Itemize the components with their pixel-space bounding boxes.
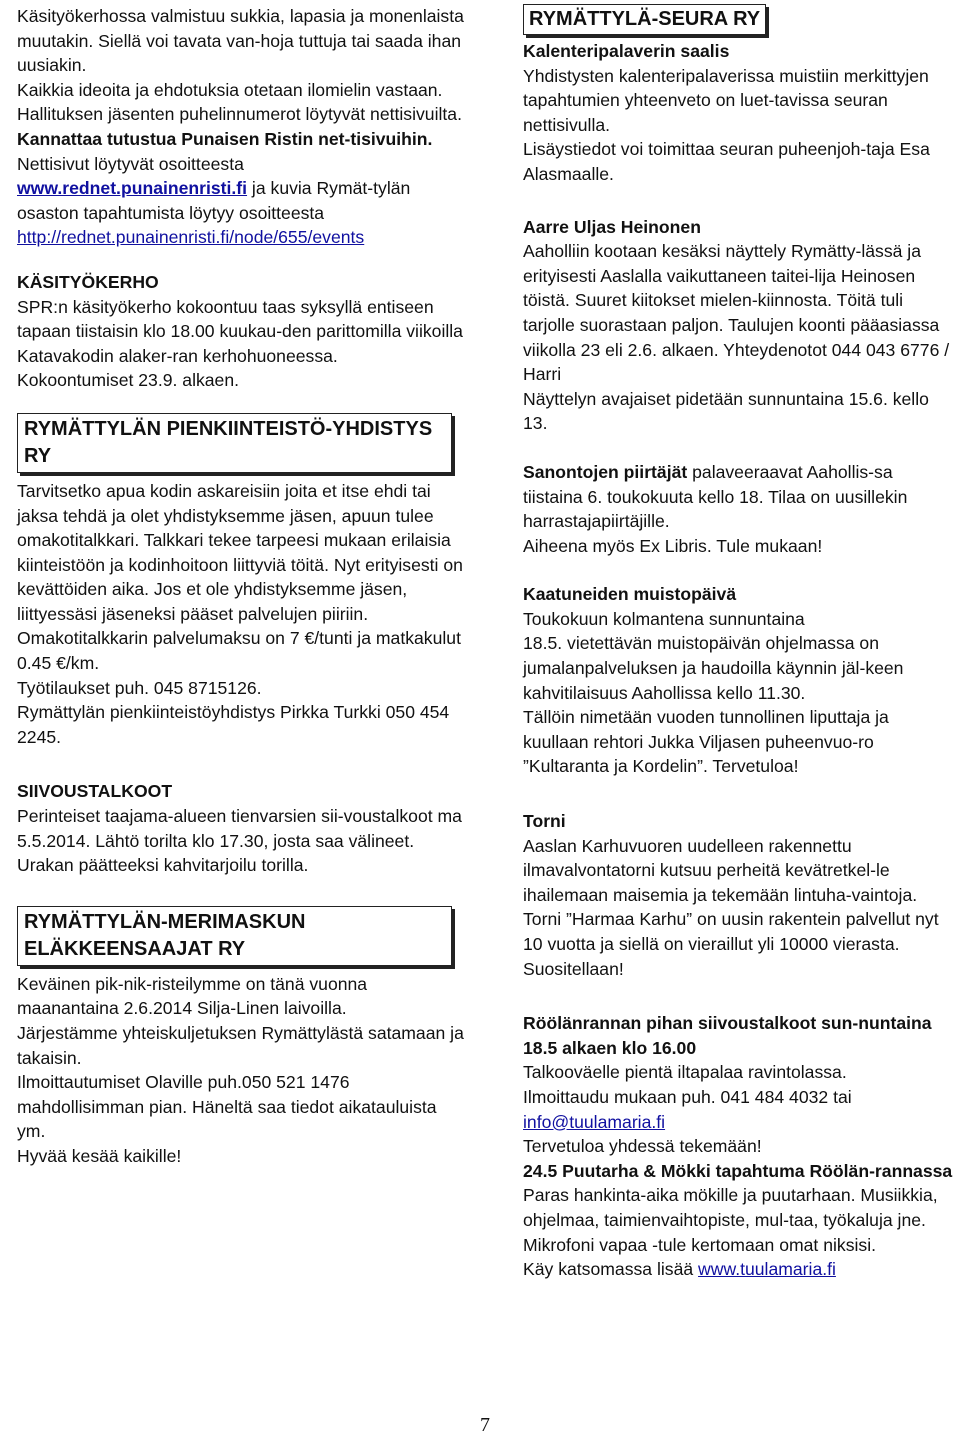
siivoustalkoot-body: Perinteiset taajama-alueen tienvarsien sii-voustalkoot ma 5.5.2014. Lähtö torilta klo 17.30, josta saa välineet. Urakan päätteeksi kahvitarjoilu torilla. (17, 806, 462, 876)
sanontojen-body (523, 460, 955, 534)
merimaskun-section (17, 906, 465, 1169)
kasityokerho-body2: Kokoontumiset 23.9. alkaen. (17, 370, 240, 391)
heinonen-title: Aarre Uljas Heinonen (523, 216, 701, 237)
seura-title: RYMÄTTYLÄ-SEURA RY (523, 4, 766, 35)
pienkiinteisto-body: Tarvitsetko apua kodin askareisiin joita et itse ehdi tai jaksa tehdä ja olet yhdistyksemme jäsen, apuun tulee omakotitalkkari. Talkkari tekee tarpeesi mukaan erilaisia kiinteistöön ja kodinhoitoon liittyviä töitä. Nyt erityisesti on kevättöiden aika. Jos et ole yhdistyksemme jäsen, liittyessäsi jäseneksi pääset palvelujen piiriin. Omakotitalkkarin palvelumaksu on 7 €/tunti ja matkakulut 0.45 €/km. (17, 480, 463, 674)
page-number: 7 (480, 1414, 490, 1436)
merimaskun-body3: Ilmoittautumiset Olaville puh.050 521 1476 mahdollisimman pian. Häneltä saa tiedot aikatauluista ym. (17, 1072, 437, 1142)
sanontojen-body2: Aiheena myös Ex Libris. Tule mukaan! (523, 535, 823, 556)
seura-section (523, 4, 955, 187)
heinonen-body: Aaholliin kootaan kesäksi näyttely Rymätty-lässä ja erityisesti Aaslalla vaikuttaneen taitei-lija Heinosen töistä. Suuret kiitokset mielen-kiinnosta. Töitä tuli tarjolle suorastaan paljon. Taulujen koonti pääasiassa viikolla 23 eli 2.6. alkaen. Yhteydenotot 044 043 6776 / Harri (523, 241, 950, 385)
tuulamaria-link[interactable]: www.tuulamaria.fi (698, 1259, 836, 1280)
puutarha-body2: Mikrofoni vapaa -tule kertomaan omat niksisi. (523, 1234, 877, 1255)
roolanranta-body2: Ilmoittaudu mukaan puh. 041 484 4032 tai (523, 1086, 852, 1107)
puutarha-title: 24.5 Puutarha & Mökki tapahtuma Röölän-rannassa (523, 1160, 953, 1181)
torni-section (523, 809, 955, 981)
intro-p2: Kaikkia ideoita ja ehdotuksia otetaan ilomielin vastaan. (17, 79, 443, 100)
intro-p1: Käsityökerhossa valmistuu sukkia, lapasia ja monenlaista muutakin. Siellä voi tavata van-hoja tuttuja tai saada ihan uusiakin. (17, 6, 464, 76)
kasityokerho-title: KÄSITYÖKERHO (17, 271, 159, 292)
rednet-link[interactable]: www.rednet.punainenristi.fi (17, 178, 248, 199)
roolanranta-body3: Tervetuloa yhdessä tekemään! (523, 1136, 762, 1157)
seura-body: Yhdistysten kalenteripalaverissa muistiin merkittyjen tapahtumien yhteenveto on luet-tavissa seuran nettisivulla. (523, 65, 929, 135)
heinonen-body2: Näyttelyn avajaiset pidetään sunnuntaina 15.6. kello 13. (523, 388, 929, 434)
puutarha-body: Paras hankinta-aika mökille ja puutarhaan. Musiikkia, ohjelmaa, taimienvaihtopiste, mul-taa, työkaluja jne. (523, 1185, 938, 1230)
pienkiinteisto-section (17, 413, 465, 750)
merimaskun-body2: Järjestämme yhteiskuljetuksen Rymättylästä satamaan ja takaisin. (17, 1023, 464, 1068)
merimaskun-body: Keväinen pik-nik-risteilymme on tänä vuonna maanantaina 2.6.2014 Silja-Linen laivoilla. (17, 973, 368, 1019)
kaatuneiden-body2: 18.5. vietettävän muistopäivän ohjelmassa on jumalanpalveluksen ja haudoilla käynnin jäl-keen kahvitilaisuus Aahollissa kello 11.30. (523, 633, 904, 703)
seura-body2: Lisäystiedot voi toimittaa seuran puheenjoh-taja Esa Alasmaalle. (523, 139, 930, 184)
siivoustalkoot-section (17, 779, 465, 877)
sanontojen-title: Sanontojen piirtäjät (523, 461, 688, 482)
siivoustalkoot-title: SIIVOUSTALKOOT (17, 781, 173, 802)
kaatuneiden-title: Kaatuneiden muistopäivä (523, 584, 737, 605)
pienkiinteisto-body2: Työtilaukset puh. 045 8715126. (17, 677, 262, 698)
puutarha-body3 (523, 1257, 955, 1282)
intro-p4: Kannattaa tutustua Punaisen Ristin net-tisivuihin. (17, 128, 433, 149)
kaatuneiden-section (523, 582, 955, 779)
left-column (17, 4, 465, 1169)
intro-p3: Hallituksen jäsenten puhelinnumerot löytyvät nettisivuilta. (17, 104, 462, 125)
sanontojen-text: palaveeraavat Aahollis-sa tiistaina 6. toukokuuta kello 18. Tilaa on uusillekin harrastajapiirtäjille. (523, 461, 908, 532)
roolanranta-body: Talkooväelle pientä iltapalaa ravintolassa. (523, 1062, 847, 1083)
heinonen-section (523, 215, 955, 436)
kaatuneiden-body: Toukokuun kolmantena sunnuntaina (523, 608, 805, 629)
right-column (523, 4, 955, 1282)
pienkiinteisto-title: RYMÄTTYLÄN PIENKIINTEISTÖ-YHDISTYS RY (17, 413, 452, 473)
seura-subtitle: Kalenteripalaverin saalis (523, 41, 730, 61)
intro-p5-links (17, 176, 465, 225)
email-link[interactable]: info@tuulamaria.fi (523, 1111, 666, 1132)
kasityokerho-section (17, 270, 465, 393)
intro-section (17, 4, 465, 250)
kaatuneiden-body3: Tällöin nimetään vuoden tunnollinen liputtaja ja kuullaan rehtori Jukka Viljasen puheenvuo-ro ”Kultaranta ja Kordelin”. Tervetuloa! (523, 707, 889, 777)
puutarha-body3-pre: Käy katsomassa lisää (523, 1259, 699, 1280)
intro-p5-after: ja kuvia Rymät-tylän osaston tapahtumista löytyy osoitteesta (17, 178, 411, 223)
roolanranta-section (523, 1011, 955, 1282)
roolanranta-title: Röölänrannan pihan siivoustalkoot sun-nuntaina 18.5 alkaen klo 16.00 (523, 1013, 932, 1058)
pienkiinteisto-body3: Rymättylän pienkiinteistöyhdistys Pirkka Turkki 050 454 2245. (17, 702, 450, 747)
merimaskun-title: RYMÄTTYLÄN-MERIMASKUN ELÄKKEENSAAJAT RY (17, 906, 452, 966)
sanontojen-section (523, 460, 955, 558)
torni-body: Aaslan Karhuvuoren uudelleen rakennettu ilmavalvontatorni kutsuu perheitä kevätretkel-le ihailemaan maisemia ja tekemään lintuha-vaintoja. Torni ”Harmaa Karhu” on uusin rakentein palvellut nyt 10 vuotta ja siellä on vieraillut yli 10000 vierasta. Suositellaan! (523, 835, 939, 979)
merimaskun-body4: Hyvää kesää kaikille! (17, 1145, 182, 1166)
torni-title: Torni (523, 811, 566, 832)
events-link[interactable]: http://rednet.punainenristi.fi/node/655/events (17, 227, 365, 248)
kasityokerho-body: SPR:n käsityökerho kokoontuu taas syksyllä entiseen tapaan tiistaisin klo 18.00 kuukau-den parittomilla viikoilla Katavakodin alaker-ran kerhohuoneessa. (17, 296, 463, 366)
intro-p5: Nettisivut löytyvät osoitteesta (17, 153, 244, 174)
